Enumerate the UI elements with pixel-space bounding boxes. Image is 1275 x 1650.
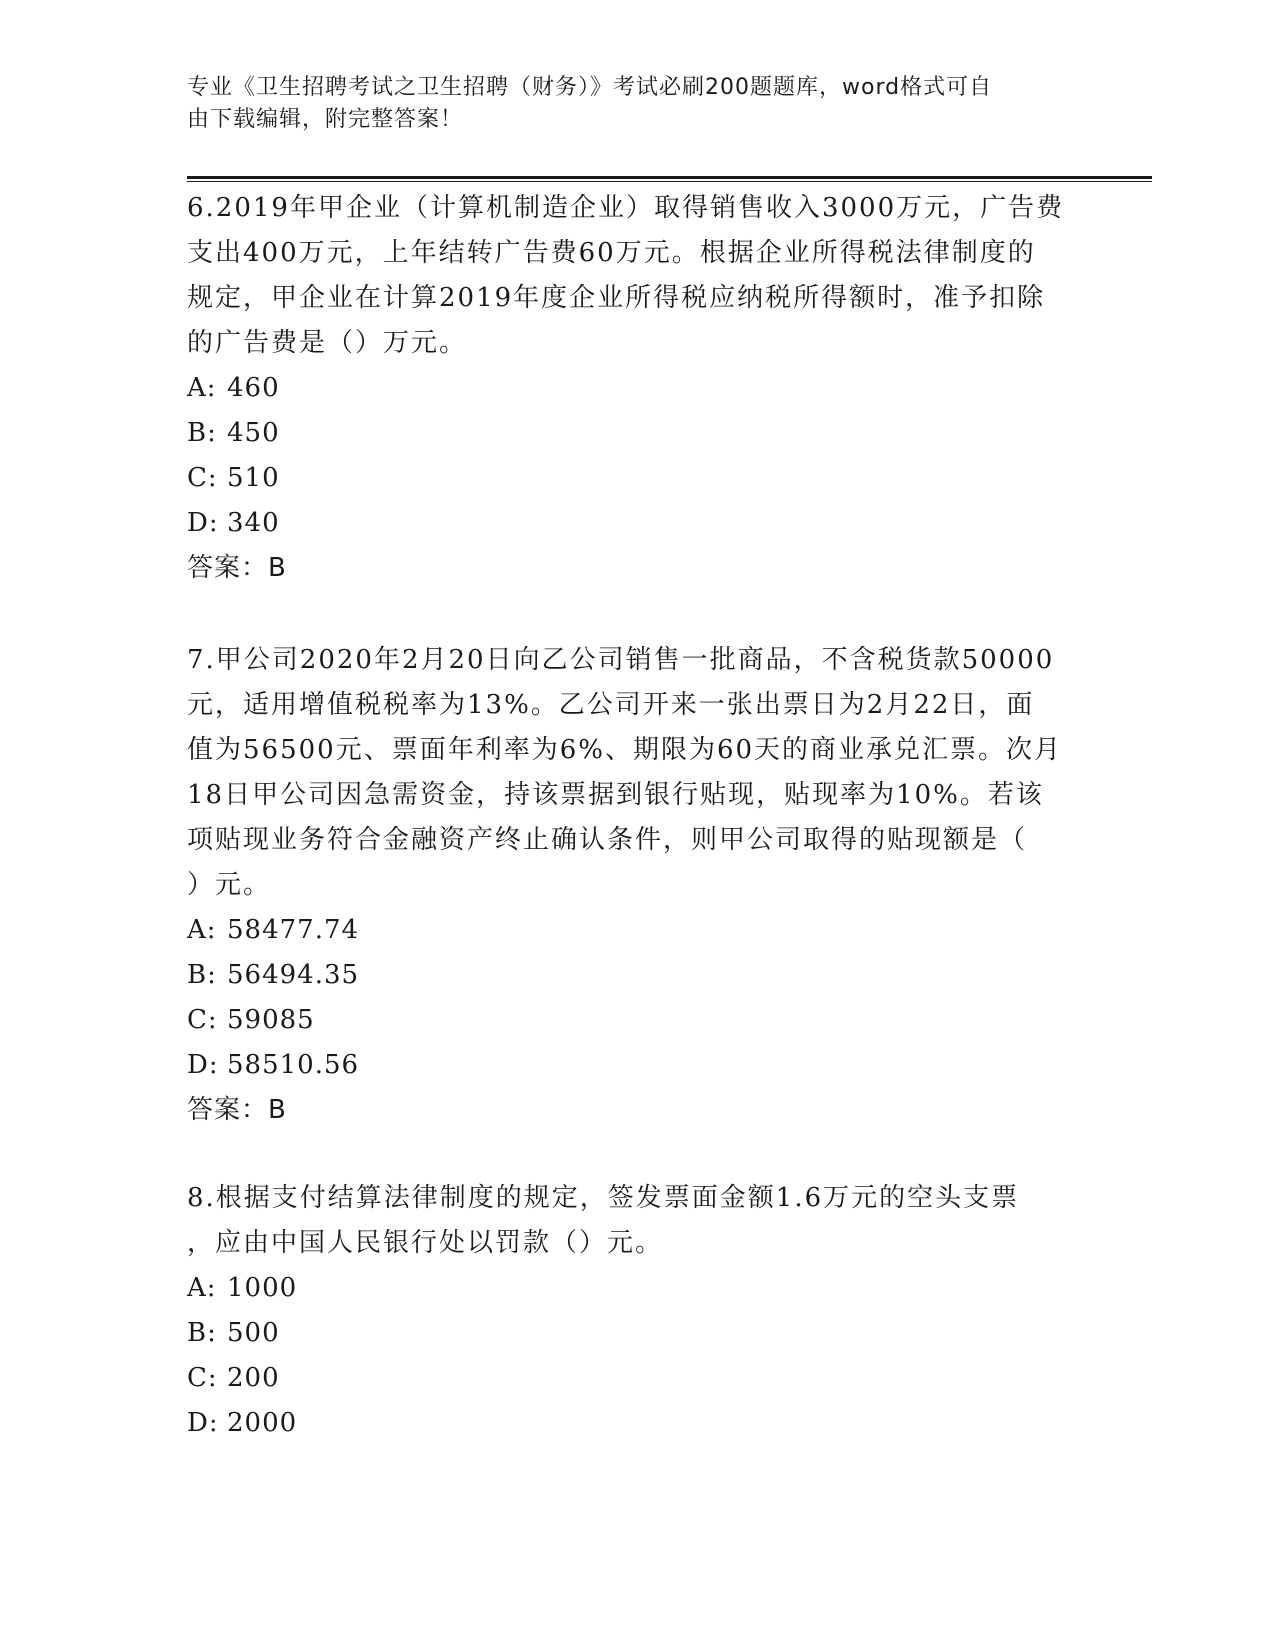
question-6-line-3: 规定，甲企业在计算2019年度企业所得税应纳税所得额时，准予扣除 <box>187 283 1046 313</box>
question-8-line-2: ，应由中国人民银行处以罚款（）元。 <box>187 1228 664 1258</box>
question-6-option-a: A: 460 <box>187 373 280 403</box>
question-7 <box>187 638 1087 1133</box>
question-6-line-2: 支出400万元，上年结转广告费60万元。根据企业所得税法律制度的 <box>187 238 1036 268</box>
question-6 <box>187 186 1087 591</box>
question-6-option-d: D: 340 <box>187 508 280 538</box>
question-6-option-c: C: 510 <box>187 463 280 493</box>
question-6-option-b: B: 450 <box>187 418 280 448</box>
question-8-option-c: C: 200 <box>187 1363 280 1393</box>
question-7-option-c: C: 59085 <box>187 1005 315 1035</box>
question-7-line-6: ）元。 <box>187 870 272 900</box>
question-7-line-3: 值为56500元、票面年利率为6%、期限为60天的商业承兑汇票。次月 <box>187 735 1063 765</box>
question-8 <box>187 1176 1087 1446</box>
question-7-option-d: D: 58510.56 <box>187 1050 360 1080</box>
question-8-option-a: A: 1000 <box>187 1273 298 1303</box>
question-6-line-1: 6.2019年甲企业（计算机制造企业）取得销售收入3000万元，广告费 <box>187 193 1065 223</box>
header-divider <box>187 176 1152 182</box>
question-7-answer: 答案：B <box>187 1095 287 1125</box>
question-7-line-2: 元，适用增值税税率为13%。乙公司开来一张出票日为2月22日，面 <box>187 690 1035 720</box>
question-8-option-d: D: 2000 <box>187 1408 298 1438</box>
question-7-option-a: A: 58477.74 <box>187 915 360 945</box>
question-7-line-5: 项贴现业务符合金融资产终止确认条件，则甲公司取得的贴现额是（ <box>187 825 1028 855</box>
question-8-option-b: B: 500 <box>187 1318 280 1348</box>
header-title-line-2: 由下载编辑，附完整答案！ <box>187 107 464 132</box>
question-8-line-1: 8.根据支付结算法律制度的规定，签发票面金额1.6万元的空头支票 <box>187 1183 1020 1213</box>
question-6-line-4: 的广告费是（）万元。 <box>187 328 468 358</box>
question-7-line-4: 18日甲公司因急需资金，持该票据到银行贴现，贴现率为10%。若该 <box>187 780 1044 810</box>
question-7-line-1: 7.甲公司2020年2月20日向乙公司销售一批商品，不含税货款50000 <box>187 645 1055 675</box>
question-6-answer: 答案：B <box>187 553 287 583</box>
header-title-line-1: 专业《卫生招聘考试之卫生招聘（财务）》考试必刷200题题库，word格式可自 <box>187 75 993 100</box>
question-7-option-b: B: 56494.35 <box>187 960 360 990</box>
document-header <box>187 72 1067 136</box>
